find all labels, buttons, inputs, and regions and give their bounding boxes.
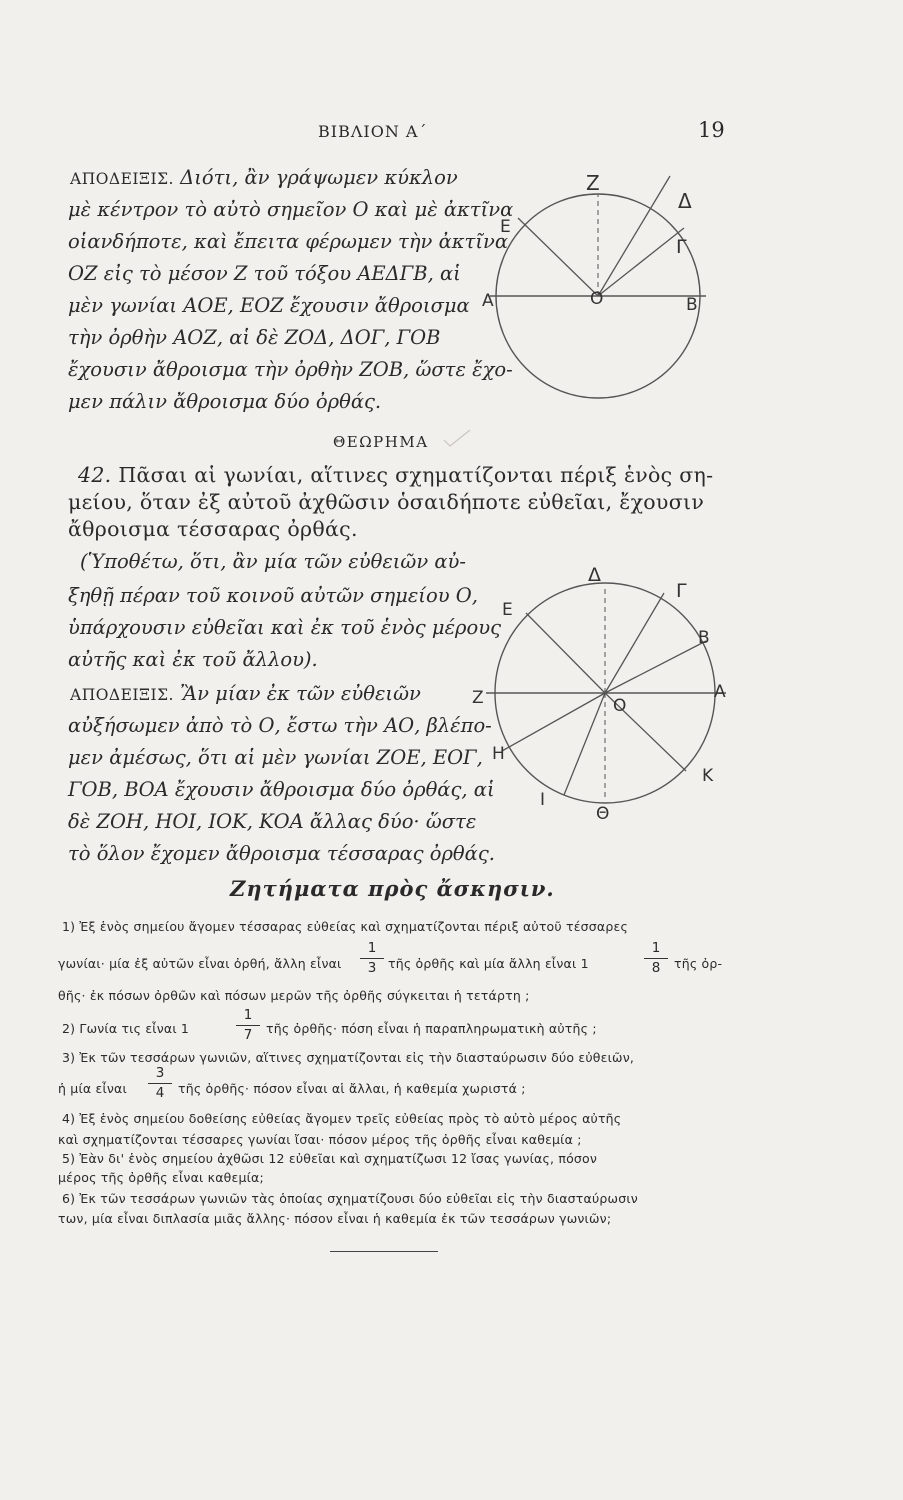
exercise-3-line-2b: τῆς ὀρθῆς· πόσον εἶναι αἱ ἄλλαι, ἡ καθεμία χωριστά ; — [178, 1081, 526, 1096]
fraction-1-8-bar — [644, 958, 668, 959]
figure-1-diagram — [480, 160, 740, 405]
exercise-2-line-a: 2) Γωνία τις εἶναι 1 — [62, 1021, 190, 1036]
hypothesis-line-2: ξηθῇ πέραν τοῦ κοινοῦ αὐτῶν σημείου Ο, — [68, 584, 478, 607]
exercise-3-line-2a: ἡ μία εἶναι — [58, 1081, 127, 1096]
fig2-line-OH — [502, 693, 605, 751]
fraction-1-3-denominator: 3 — [367, 960, 377, 976]
book-title: ΒΙΒΛΙΟΝ Α΄ — [318, 122, 428, 141]
proof-2-line-1: ΑΠΟΔΕΙΞΙΣ. Ἂν μίαν ἐκ τῶν εὐθειῶν — [70, 682, 421, 705]
fig1-label-Delta: Δ — [678, 189, 692, 213]
fraction-3-4-bar — [148, 1083, 172, 1084]
hypothesis-line-3: ὑπάρχουσιν εὐθεῖαι καὶ ἐκ τοῦ ἑνὸς μέρους — [68, 616, 502, 639]
fig2-label-O: O — [613, 696, 627, 716]
proof-2-line-4: ΓΟΒ, ΒΟΑ ἔχουσιν ἄθροισμα δύο ὀρθάς, αἱ — [68, 778, 495, 801]
theorem-line-2: μείου, ὅταν ἐξ αὐτοῦ ἀχθῶσιν ὁσαιδήποτε εὐθεῖαι, ἔχουσιν — [68, 490, 705, 514]
fig1-label-E: E — [500, 217, 511, 237]
exercise-1-line-2b: τῆς ὀρθῆς καὶ μία ἄλλη εἶναι 1 — [388, 956, 589, 971]
page-number: 19 — [698, 118, 725, 142]
exercise-3-line-1: 3) Ἐκ τῶν τεσσάρων γωνιῶν, αἵτινες σχηματίζονται εἰς τὴν διασταύρωσιν δύο εὐθειῶν, — [62, 1050, 635, 1065]
theorem-heading: ΘΕΩΡΗΜΑ — [333, 433, 429, 451]
theorem-number: 42. — [78, 463, 112, 487]
fig2-label-E: E — [502, 600, 513, 620]
fig2-label-H: H — [492, 744, 505, 764]
fig1-label-B: B — [686, 295, 698, 315]
proof-1-line-7: ἔχουσιν ἄθροισμα τὴν ὀρθὴν ΖΟΒ, ὥστε ἔχο- — [68, 358, 513, 381]
exercise-6-line-2: των, μία εἶναι διπλασία μιᾶς ἄλλης· πόσον εἶναι ἡ καθεμία ἐκ τῶν τεσσάρων γωνιῶν; — [58, 1211, 612, 1226]
fig2-label-I: I — [540, 790, 546, 810]
footer-rule — [330, 1251, 438, 1252]
fraction-1-8-numerator: 1 — [651, 940, 661, 956]
hypothesis-line-1: (Ὑποθέτω, ὅτι, ἂν μία τῶν εὐθειῶν αὐ- — [80, 550, 466, 573]
exercise-1-line-3: θῆς· ἐκ πόσων ὀρθῶν καὶ πόσων μερῶν τῆς ὀρθῆς σύγκειται ἡ τετάρτη ; — [58, 988, 530, 1003]
fig1-label-Z: Z — [586, 171, 600, 195]
proof-1-line-2: μὲ κέντρον τὸ αὐτὸ σημεῖον Ο καὶ μὲ ἀκτῖνα — [68, 198, 514, 221]
exercise-2-line-b: τῆς ὀρθῆς· πόση εἶναι ἡ παραπληρωματικὴ αὐτῆς ; — [266, 1021, 597, 1036]
proof-1-line-3: οἱανδήποτε, καὶ ἔπειτα φέρωμεν τὴν ἀκτῖνα — [68, 230, 508, 253]
fraction-1-8-denominator: 8 — [651, 960, 661, 976]
fig2-label-Z: Z — [472, 688, 484, 708]
fraction-3-4-numerator: 3 — [155, 1065, 165, 1081]
pencil-check-mark — [442, 428, 472, 448]
fig2-line-OI — [564, 693, 605, 795]
fraction-1-7-denominator: 7 — [243, 1027, 253, 1043]
exercise-5-line-1: 5) Ἐὰν δι' ἑνὸς σημείου ἀχθῶσι 12 εὐθεῖαι καὶ σχηματίζωσι 12 ἴσας γωνίας, πόσον — [62, 1151, 598, 1166]
fig1-label-A: A — [482, 291, 494, 311]
proof-1-label: ΑΠΟΔΕΙΞΙΣ. — [70, 170, 174, 188]
exercise-4-line-1: 4) Ἐξ ἑνὸς σημείου δοθείσης εὐθείας ἄγομεν τρεῖς εὐθείας πρὸς τὸ αὐτὸ μέρος αὐτῆς — [62, 1111, 622, 1126]
exercise-4-line-2: καὶ σχηματίζονται τέσσαρες γωνίαι ἴσαι· πόσον μέρος τῆς ὀρθῆς εἶναι καθεμία ; — [58, 1132, 582, 1147]
fraction-1-3-numerator: 1 — [367, 940, 377, 956]
fig2-label-Theta: Θ — [596, 804, 610, 824]
fraction-1-3-bar — [360, 958, 384, 959]
fig2-label-K: K — [702, 766, 714, 786]
exercise-5-line-2: μέρος τῆς ὀρθῆς εἶναι καθεμία; — [58, 1170, 264, 1185]
proof-2-line-6: τὸ ὅλον ἔχομεν ἄθροισμα τέσσαρας ὀρθάς. — [68, 842, 495, 865]
exercise-1-line-1: 1) Ἐξ ἑνὸς σημείου ἄγομεν τέσσαρας εὐθείας καὶ σχηματίζονται πέριξ αὐτοῦ τέσσαρες — [62, 919, 628, 934]
fig2-label-A: A — [714, 682, 726, 702]
fig2-line-OE — [526, 613, 605, 693]
fraction-3-4-denominator: 4 — [155, 1085, 165, 1101]
fraction-1-7-bar — [236, 1025, 260, 1026]
fraction-1-7-numerator: 1 — [243, 1007, 253, 1023]
exercise-1-line-2a: γωνίαι· μία ἐξ αὐτῶν εἶναι ὀρθή, ἄλλη εἶναι — [58, 956, 342, 971]
proof-1-line-8: μεν πάλιν ἄθροισμα δύο ὀρθάς. — [68, 390, 382, 413]
fig2-label-B: B — [698, 628, 710, 648]
hypothesis-line-4: αὐτῆς καὶ ἐκ τοῦ ἄλλου). — [68, 648, 318, 671]
theorem-line-3: ἄθροισμα τέσσαρας ὀρθάς. — [68, 517, 358, 541]
fig1-radius-OGamma — [598, 228, 684, 296]
figure-2-diagram — [468, 555, 753, 830]
proof-2-line-5: δὲ ΖΟΗ, ΗΟΙ, ΙΟΚ, ΚΟΑ ἄλλας δύο· ὥστε — [68, 810, 477, 833]
exercise-6-line-1: 6) Ἐκ τῶν τεσσάρων γωνιῶν τὰς ὁποίας σχηματίζουσι δύο εὐθεῖαι εἰς τὴν διασταύρωσιν — [62, 1191, 638, 1206]
proof-2-line-2: αὐξήσωμεν ἀπὸ τὸ Ο, ἔστω τὴν ΑΟ, βλέπο- — [68, 714, 492, 737]
proof-2-label: ΑΠΟΔΕΙΞΙΣ. — [70, 686, 174, 704]
proof-1-line-6: τὴν ὀρθὴν ΑΟΖ, αἱ δὲ ΖΟΔ, ΔΟΓ, ΓΟΒ — [68, 326, 441, 349]
fig1-radius-OE — [518, 218, 598, 296]
proof-2-line-3: μεν ἀμέσως, ὅτι αἱ μὲν γωνίαι ΖΟΕ, ΕΟΓ, — [68, 746, 483, 769]
fig1-label-Gamma: Γ — [676, 236, 687, 258]
proof-1-line-4: ΟΖ εἰς τὸ μέσον Ζ τοῦ τόξου ΑΕΔΓΒ, αἱ — [68, 262, 461, 285]
fig2-label-Delta: Δ — [588, 564, 601, 586]
exercises-title: Ζητήματα πρὸς ἄσκησιν. — [230, 876, 555, 901]
exercise-1-line-2c: τῆς ὀρ- — [674, 956, 723, 971]
proof-1-line-1: ΑΠΟΔΕΙΞΙΣ. Διότι, ἂν γράψωμεν κύκλον — [70, 166, 458, 189]
theorem-line-1: 42. Πᾶσαι αἱ γωνίαι, αἵτινες σχηματίζονται πέριξ ἑνὸς ση- — [78, 463, 714, 487]
fig1-label-O: O — [590, 289, 604, 309]
running-head — [0, 118, 903, 144]
fig2-label-Gamma: Γ — [676, 580, 687, 602]
proof-1-line-5: μὲν γωνίαι ΑΟΕ, ΕΟΖ ἔχουσιν ἄθροισμα — [68, 294, 470, 317]
